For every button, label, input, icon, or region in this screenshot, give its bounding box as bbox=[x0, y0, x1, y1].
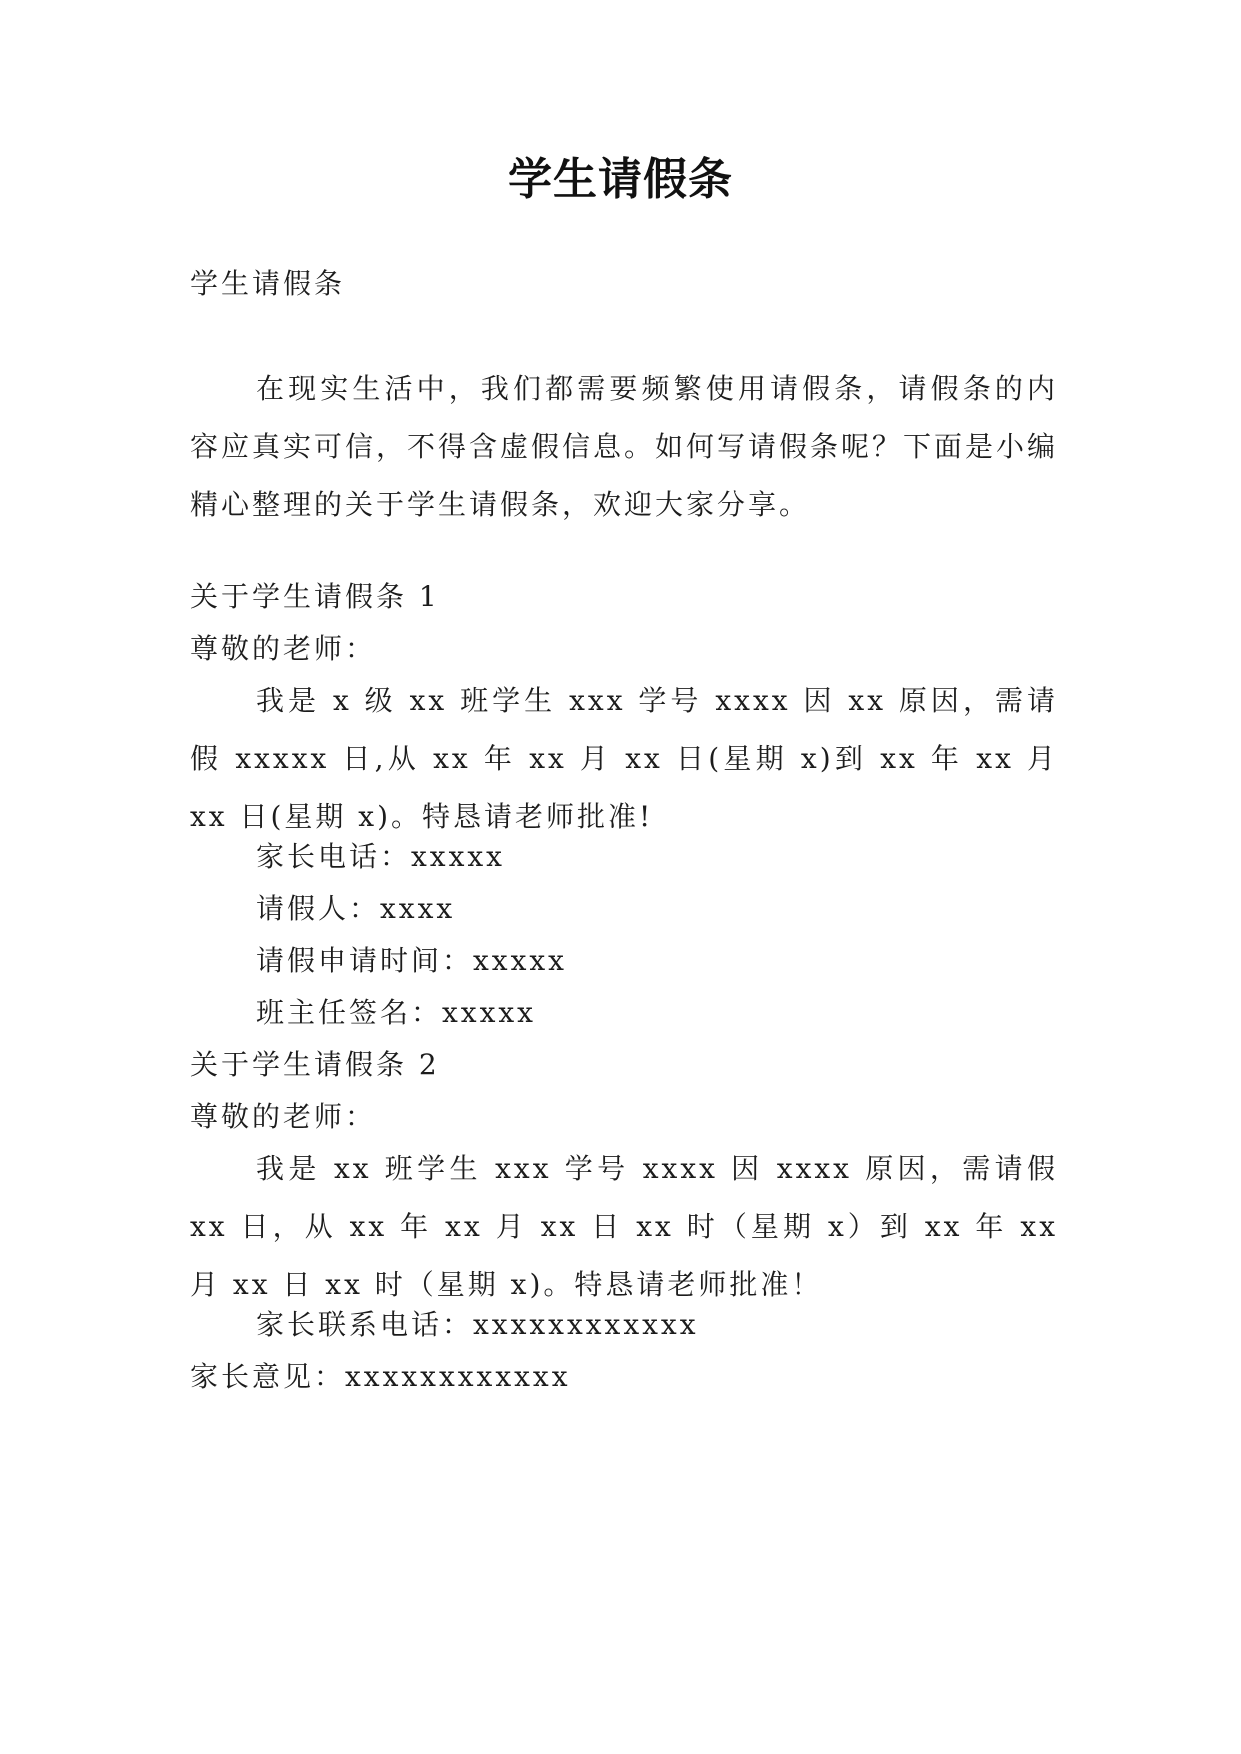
section-1-salutation: 尊敬的老师： bbox=[190, 632, 377, 665]
section-1-heading: 关于学生请假条 1 bbox=[190, 580, 440, 613]
section-1-field-teacher-signature: 班主任签名：xxxxx bbox=[256, 996, 536, 1029]
section-1-field-applicant: 请假人：xxxx bbox=[256, 892, 456, 925]
section-2-heading: 关于学生请假条 2 bbox=[190, 1048, 440, 1081]
section-2-parent-opinion: 家长意见：xxxxxxxxxxxx bbox=[190, 1360, 571, 1393]
document-subtitle: 学生请假条 bbox=[190, 267, 346, 300]
section-2-field-parent-phone: 家长联系电话：xxxxxxxxxxxx bbox=[256, 1308, 699, 1341]
section-2-salutation: 尊敬的老师： bbox=[190, 1100, 377, 1133]
intro-paragraph: 在现实生活中，我们都需要频繁使用请假条，请假条的内容应真实可信，不得含虚假信息。如何写请假条呢？下面是小编精心整理的关于学生请假条，欢迎大家分享。 bbox=[190, 372, 1059, 521]
section-1-field-parent-phone: 家长电话：xxxxx bbox=[256, 840, 505, 873]
section-1-body: 我是 x 级 xx 班学生 xxx 学号 xxxx 因 xx 原因，需请假 xxxxx 日,从 xx 年 xx 月 xx 日(星期 x)到 xx 年 xx 月 xx 日(星期 x)。特恳请老师批准! bbox=[190, 684, 1058, 833]
document-title: 学生请假条 bbox=[508, 154, 733, 205]
section-1-field-apply-time: 请假申请时间：xxxxx bbox=[256, 944, 567, 977]
section-2-body: 我是 xx 班学生 xxx 学号 xxxx 因 xxxx 原因，需请假 xx 日，从 xx 年 xx 月 xx 日 xx 时（星期 x）到 xx 年 xx 月 xx 日 xx 时（星期 x)。特恳请老师批准！ bbox=[190, 1152, 1058, 1301]
